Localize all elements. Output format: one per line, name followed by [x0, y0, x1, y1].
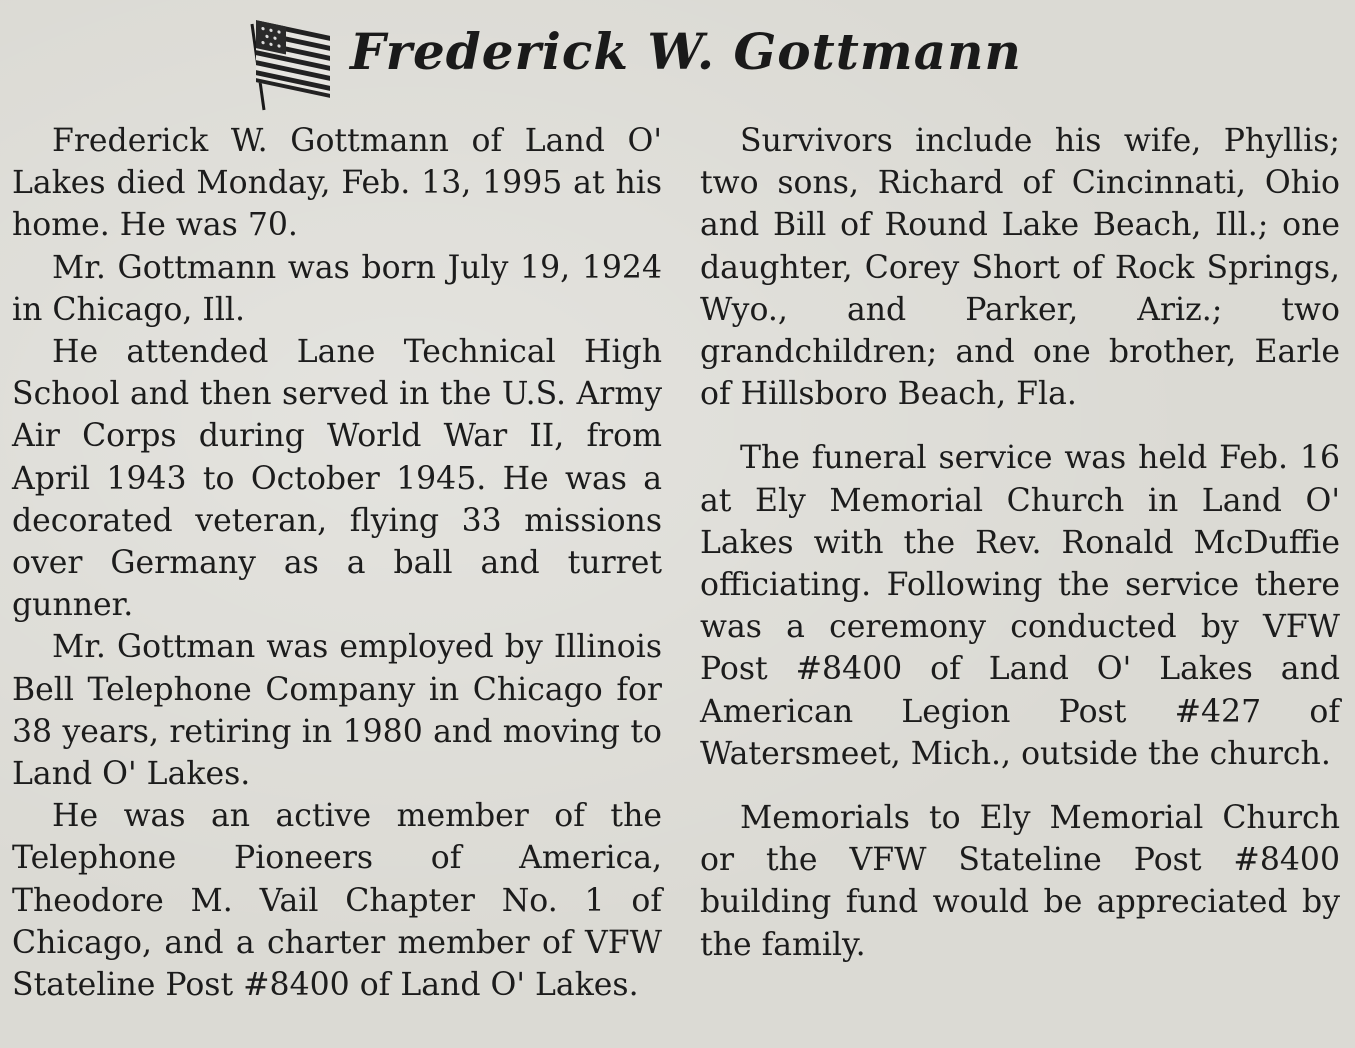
paragraph-funeral: The funeral service was held Feb. 16 at Ely Memorial Church in Land O' Lakes with the Rev. Ronald McDuffie officiating. Following the service there was a ceremony conducted by VFW Post #8400 of Land O' Lakes and American Legion Post #427 of Watersmeet, Mich., outside the church.: [700, 440, 1340, 772]
obituary-title: Frederick W. Gottmann: [350, 22, 1022, 81]
american-flag-icon: [246, 18, 338, 114]
left-column: [12, 120, 662, 1006]
right-column: [700, 120, 1340, 966]
paragraph-memberships: He was an active member of the Telephone Pioneers of America, Theodore M. Vail Chapter No. 1 of Chicago, and a charter member of VFW Stateline Post #8400 of Land O' Lakes.: [12, 798, 662, 1004]
paragraph-birth: Mr. Gottmann was born July 19, 1924 in Chicago, Ill.: [12, 249, 662, 328]
paragraph-survivors: Survivors include his wife, Phyllis; two sons, Richard of Cincinnati, Ohio and Bill of Round Lake Beach, Ill.; one daughter, Corey Short of Rock Springs, Wyo., and Parker, Ariz.; two grandchildren; and one brother, Earle of Hillsboro Beach, Fla.: [700, 123, 1340, 413]
paragraph-death: Frederick W. Gottmann of Land O' Lakes died Monday, Feb. 13, 1995 at his home. He was 70.: [12, 123, 662, 244]
paragraph-military: He attended Lane Technical High School and then served in the U.S. Army Air Corps during World War II, from April 1943 to October 1945. He was a decorated veteran, flying 33 missions over Germany as a ball and turret gunner.: [12, 334, 662, 624]
paragraph-memorials: Memorials to Ely Memorial Church or the VFW Stateline Post #8400 building fund would be appreciated by the family.: [700, 800, 1340, 963]
obituary-header: [0, 0, 1355, 125]
paragraph-employment: Mr. Gottman was employed by Illinois Bell Telephone Company in Chicago for 38 years, retiring in 1980 and moving to Land O' Lakes.: [12, 629, 662, 793]
